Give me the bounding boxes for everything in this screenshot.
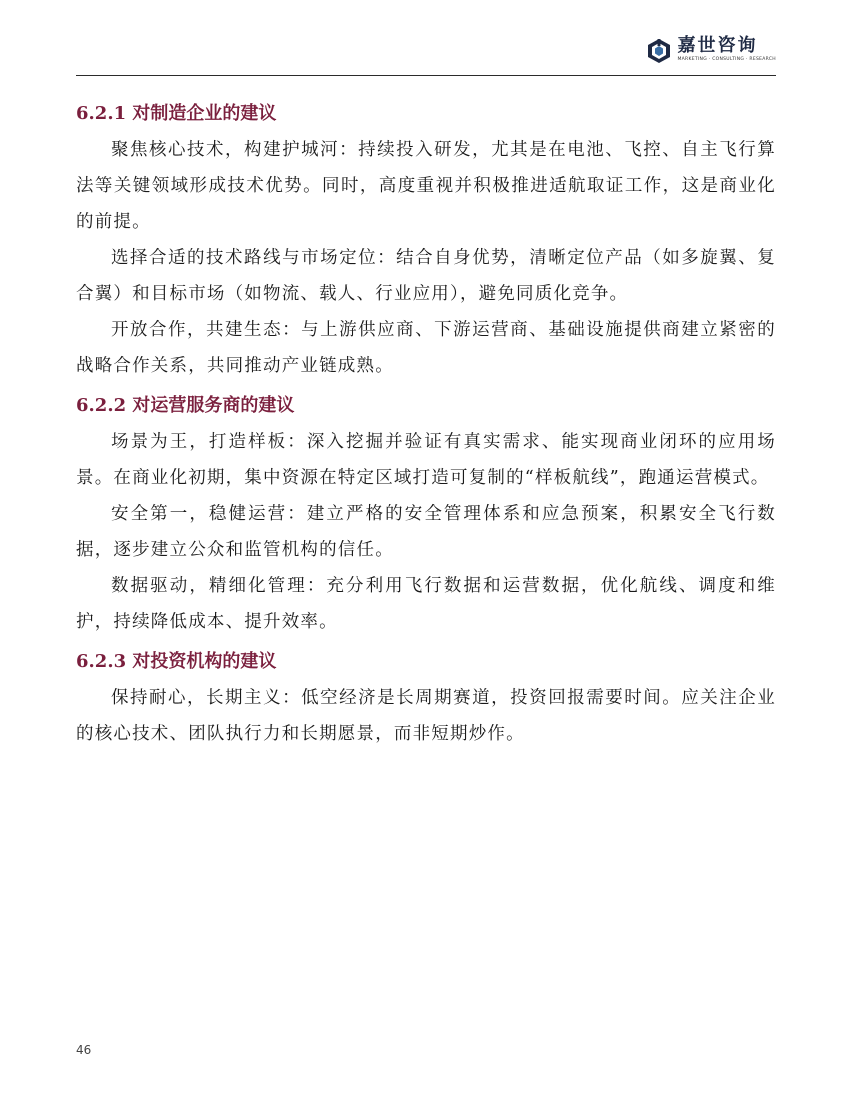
paragraph-safety-first: 安全第一，稳健运营：建立严格的安全管理体系和应急预案，积累安全飞行数据，逐步建立公众和监管机构的信任。 xyxy=(76,504,776,560)
section-title-manufacturers: 6.2.1 对制造企业的建议 xyxy=(76,103,277,124)
section-title-investors: 6.2.3 对投资机构的建议 xyxy=(76,651,277,672)
paragraph-open-cooperation: 开放合作，共建生态：与上游供应商、下游运营商、基础设施提供商建立紧密的战略合作关系，共同推动产业链成熟。 xyxy=(76,320,776,376)
brand-tagline: MARKETING · CONSULTING · RESEARCH xyxy=(677,57,776,62)
page-content xyxy=(76,96,776,752)
paragraph-core-technology: 聚焦核心技术，构建护城河：持续投入研发，尤其是在电池、飞控、自主飞行算法等关键领域形成技术优势。同时，高度重视并积极推进适航取证工作，这是商业化的前提。 xyxy=(76,140,776,232)
brand-logo xyxy=(646,36,777,70)
section-title-operators: 6.2.2 对运营服务商的建议 xyxy=(76,395,295,416)
paragraph-data-driven: 数据驱动，精细化管理：充分利用飞行数据和运营数据，优化航线、调度和维护，持续降低成本、提升效率。 xyxy=(76,576,776,632)
paragraph-market-positioning: 选择合适的技术路线与市场定位：结合自身优势，清晰定位产品（如多旋翼、复合翼）和目标市场（如物流、载人、行业应用），避免同质化竞争。 xyxy=(76,248,776,304)
jiashi-logo-icon xyxy=(646,38,672,64)
header-divider xyxy=(76,75,776,76)
page-header xyxy=(76,30,776,76)
page-number: 46 xyxy=(76,1043,92,1057)
paragraph-long-termism: 保持耐心，长期主义：低空经济是长周期赛道，投资回报需要时间。应关注企业的核心技术、团队执行力和长期愿景，而非短期炒作。 xyxy=(76,688,776,744)
paragraph-scenario-first: 场景为王，打造样板：深入挖掘并验证有真实需求、能实现商业闭环的应用场景。在商业化初期，集中资源在特定区域打造可复制的“样板航线”，跑通运营模式。 xyxy=(76,432,776,488)
brand-name: 嘉世咨询 xyxy=(677,35,758,56)
